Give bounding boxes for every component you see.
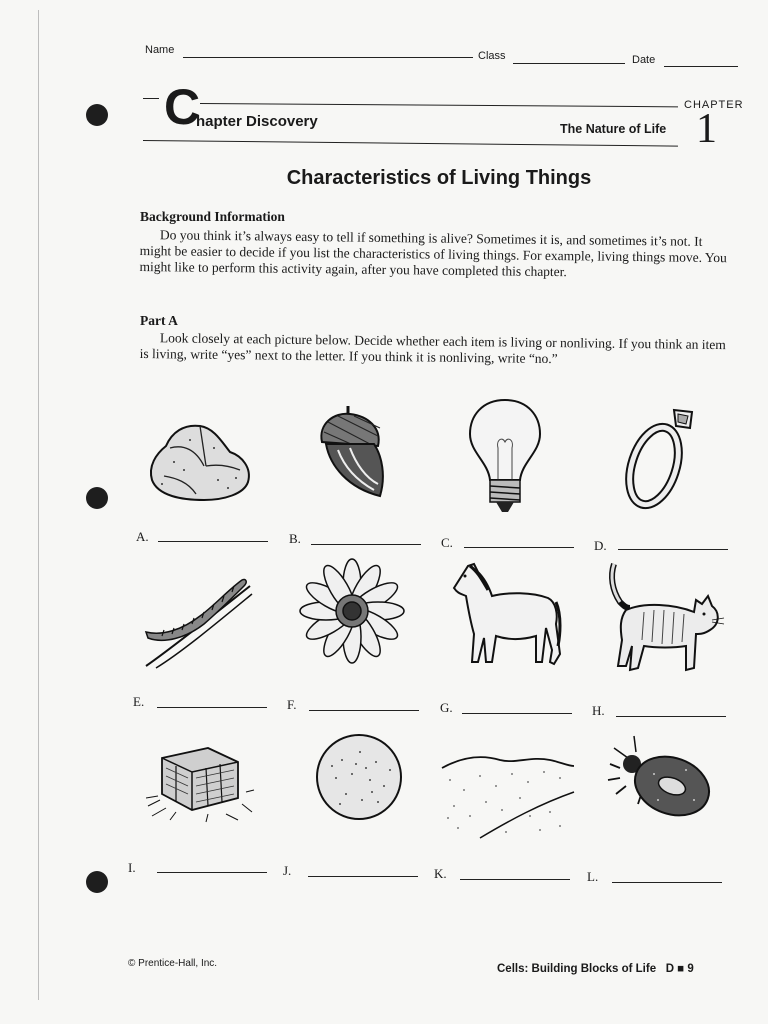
unit-title: The Nature of Life bbox=[560, 122, 667, 136]
answer-line-d[interactable] bbox=[618, 549, 728, 550]
item-letter-d: D. bbox=[594, 538, 607, 553]
caterpillar-icon bbox=[142, 572, 254, 670]
ball-icon bbox=[312, 730, 406, 824]
book-title: Cells: Building Blocks of Life bbox=[497, 963, 657, 975]
horse-icon bbox=[448, 558, 566, 670]
class-label: Class bbox=[478, 50, 506, 62]
hay-bale-icon bbox=[146, 742, 256, 826]
answer-line-k[interactable] bbox=[460, 879, 570, 880]
name-label: Name bbox=[145, 44, 175, 56]
answer-line-a[interactable] bbox=[158, 541, 268, 542]
item-letter-g: G. bbox=[440, 700, 453, 715]
rock-icon bbox=[144, 418, 254, 506]
item-letter-l: L. bbox=[587, 869, 599, 884]
band-bottom-rule bbox=[143, 140, 678, 147]
footer-book-title bbox=[497, 963, 694, 975]
binder-hole-bottom bbox=[86, 871, 108, 893]
binder-hole-middle bbox=[86, 487, 108, 509]
background-heading: Background Information bbox=[140, 209, 285, 224]
item-letter-c: C. bbox=[441, 535, 453, 550]
chapter-discovery-initial: C bbox=[164, 79, 201, 135]
answer-line-i[interactable] bbox=[157, 872, 267, 873]
ring-icon bbox=[620, 404, 698, 512]
page-reference: D ■ 9 bbox=[665, 963, 694, 975]
item-letter-e: E. bbox=[133, 694, 145, 709]
name-field[interactable] bbox=[183, 57, 473, 58]
flower-icon bbox=[296, 554, 408, 668]
cat-icon bbox=[604, 560, 726, 676]
answer-line-f[interactable] bbox=[309, 710, 419, 711]
binder-hole-top bbox=[86, 104, 108, 126]
answer-line-e[interactable] bbox=[157, 707, 267, 708]
light-bulb-icon bbox=[466, 396, 544, 516]
answer-line-b[interactable] bbox=[311, 544, 421, 545]
beetle-icon bbox=[606, 734, 718, 824]
chapter-word: CHAPTER bbox=[684, 99, 744, 111]
copyright-notice: © Prentice-Hall, Inc. bbox=[128, 958, 218, 969]
item-letter-b: B. bbox=[289, 531, 301, 546]
item-letter-f: F. bbox=[287, 697, 297, 712]
chapter-number: 1 bbox=[696, 106, 717, 152]
part-a-heading: Part A bbox=[140, 313, 178, 328]
item-letter-k: K. bbox=[434, 866, 447, 881]
sand-dune-icon bbox=[440, 746, 576, 842]
answer-line-j[interactable] bbox=[308, 876, 418, 877]
answer-line-l[interactable] bbox=[612, 882, 722, 883]
chapter-discovery-label: hapter Discovery bbox=[196, 113, 318, 130]
item-letter-i: I. bbox=[128, 860, 136, 875]
answer-line-h[interactable] bbox=[616, 716, 726, 717]
page-margin-line bbox=[38, 10, 39, 1000]
band-top-rule bbox=[200, 103, 678, 107]
date-label: Date bbox=[632, 54, 656, 66]
acorn-icon bbox=[308, 404, 392, 500]
band-top-rule-left bbox=[143, 98, 159, 99]
page-title: Characteristics of Living Things bbox=[286, 167, 592, 189]
answer-line-c[interactable] bbox=[464, 547, 574, 548]
answer-line-g[interactable] bbox=[462, 713, 572, 714]
date-field[interactable] bbox=[664, 66, 738, 67]
class-field[interactable] bbox=[513, 63, 625, 64]
item-letter-h: H. bbox=[592, 703, 605, 718]
item-letter-j: J. bbox=[283, 863, 292, 878]
part-a-text: Look closely at each picture below. Decide whether each item is living or nonliving. If you think an item is living, write “yes” next to the letter. If you think it is nonliving, write “no.” bbox=[139, 330, 726, 367]
background-text: Do you think it’s always easy to tell if something is alive? Sometimes it is, and sometimes it’s not. It might be easier to decide if you list the characteristics of living things. For example, living things move. You might like to perform this activity again, after you have completed this chapter. bbox=[139, 227, 727, 280]
item-letter-a: A. bbox=[136, 529, 149, 544]
